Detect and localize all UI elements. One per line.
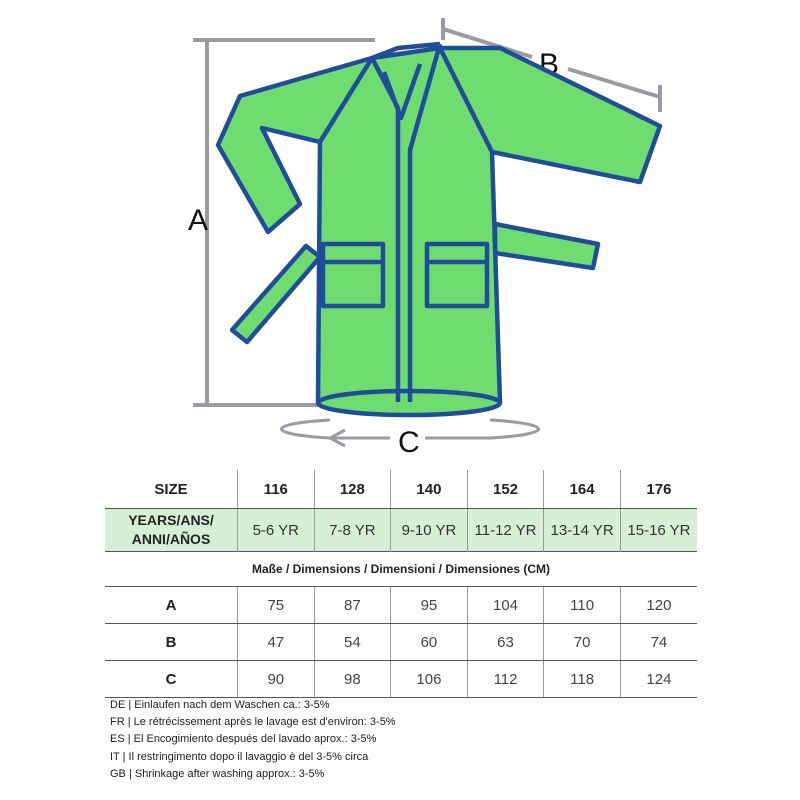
years-header [105,509,238,552]
note-it: IT | Il restringimento dopo il lavaggio è del 3-5% circa [110,750,369,763]
dimension-row-a [105,587,697,624]
note-fr: FR | Le rétrécissement après le lavage est d'environ: 3-5% [110,716,396,729]
size-header: SIZE [105,470,238,509]
left-pocket [323,244,383,306]
dimension-cell: 87 [314,587,391,624]
dimensions-caption-row [105,552,697,587]
years-cell: 5-6 YR [238,509,315,552]
years-cell: 15-16 YR [620,509,697,552]
note-es: ES | El Encogimiento después del lavado aprox.: 3-5% [110,733,377,746]
dimension-cell: 63 [467,624,544,661]
years-cell: 13-14 YR [544,509,621,552]
dimension-row-b [105,624,697,661]
note-de: DE | Einlaufen nach dem Waschen ca.: 3-5% [110,699,330,711]
dimension-row-c [105,661,697,698]
size-cell: 176 [620,470,697,509]
size-cell: 128 [314,470,391,509]
dimension-b-label: B [539,48,560,81]
dimension-c-label: C [398,426,420,459]
years-row [105,509,697,552]
dimension-cell: 106 [391,661,468,698]
belt-left [232,246,320,342]
dimension-cell: 90 [238,661,315,698]
dimension-cell: 118 [544,661,621,698]
size-chart-table [105,470,697,698]
shrinkage-notes [110,697,396,783]
dimension-cell: 124 [620,661,697,698]
dimension-cell: 98 [314,661,391,698]
dimension-label: B [105,624,238,661]
dimension-a-label: A [188,204,209,237]
size-cell: 140 [391,470,468,509]
dimension-cell: 120 [620,587,697,624]
dimension-cell: 75 [238,587,315,624]
belt-right [495,224,598,268]
dimension-cell: 112 [467,661,544,698]
years-cell: 11-12 YR [467,509,544,552]
dimension-cell: 70 [544,624,621,661]
dimensions-caption: Maße / Dimensions / Dimensioni / Dimensiones (CM) [105,552,697,587]
note-gb: GB | Shrinkage after washing approx.: 3-5% [110,767,325,780]
size-cell: 116 [238,470,315,509]
dimension-cell: 47 [238,624,315,661]
dimension-cell: 104 [467,587,544,624]
years-header-line2: ANNI/AÑOS [131,531,211,547]
years-header-line1: YEARS/ANS/ [128,512,214,528]
dimension-label: A [105,587,238,624]
dimension-cell: 60 [391,624,468,661]
dimension-cell: 95 [391,587,468,624]
dimension-cell: 54 [314,624,391,661]
size-row [105,470,697,509]
size-cell: 164 [544,470,621,509]
dimension-cell: 110 [544,587,621,624]
dimension-cell: 74 [620,624,697,661]
size-cell: 152 [467,470,544,509]
bathrobe-illustration [218,44,660,415]
years-cell: 9-10 YR [391,509,468,552]
years-cell: 7-8 YR [314,509,391,552]
dimension-label: C [105,661,238,698]
right-pocket [427,244,487,306]
